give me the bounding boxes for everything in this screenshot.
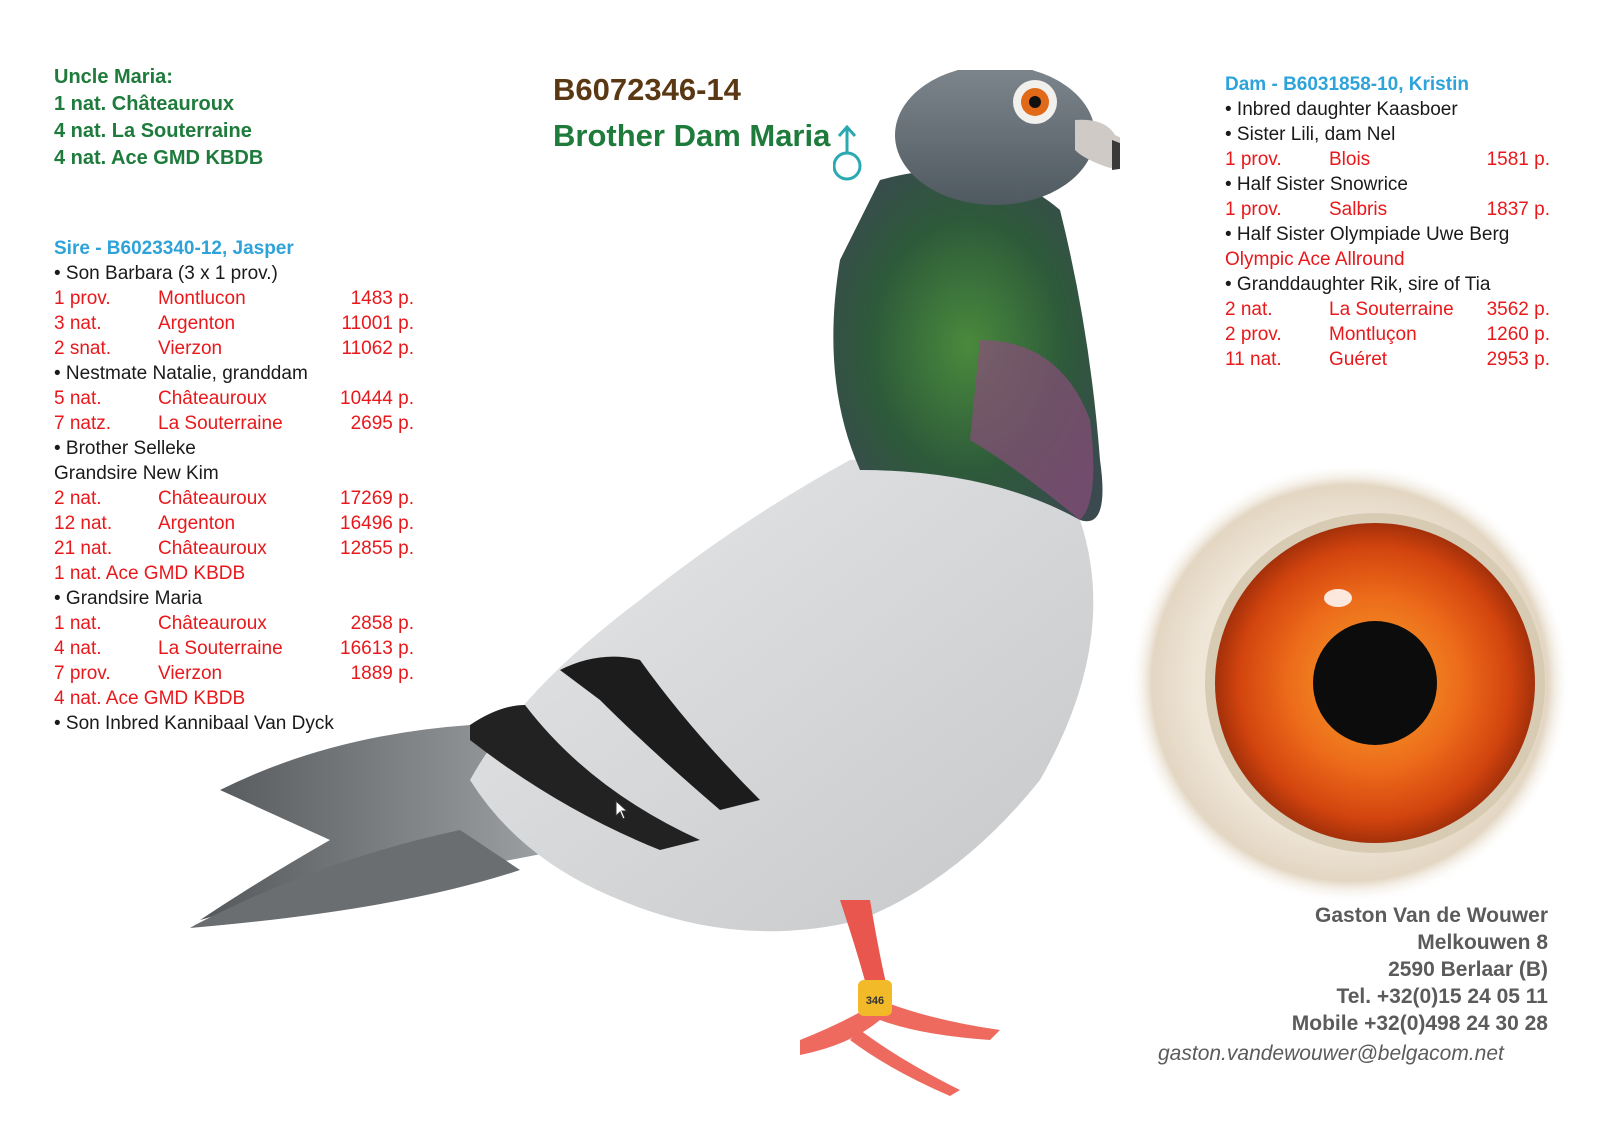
contact-tel: Tel. +32(0)15 24 05 11: [1336, 985, 1548, 1008]
dam-note: • Half Sister Olympiade Uwe Berg: [1225, 224, 1510, 245]
result-row: 5 nat. Châteauroux 10444 p.: [54, 388, 414, 409]
result-row: 2 nat. La Souterraine 3562 p.: [1225, 299, 1550, 320]
sire-block: [54, 236, 414, 736]
result-row: 3 nat. Argenton 11001 p.: [54, 313, 414, 334]
result-row: 1 nat. Châteauroux 2858 p.: [54, 613, 414, 634]
uncle-line: 4 nat. Ace GMD KBDB: [54, 147, 264, 169]
contact-name: Gaston Van de Wouwer: [1315, 904, 1548, 927]
dam-block: [1225, 72, 1550, 372]
male-symbol-icon: [833, 124, 873, 184]
sire-header: Sire - B6023340-12, Jasper: [54, 238, 294, 259]
uncle-title: Uncle Maria:: [54, 66, 173, 88]
contact-street: Melkouwen 8: [1417, 931, 1548, 954]
contact-email[interactable]: gaston.vandewouwer@belgacom.net: [1158, 1042, 1504, 1065]
pigeon-name: Brother Dam Maria: [553, 118, 831, 153]
result-row: 11 nat. Guéret 2953 p.: [1225, 349, 1550, 370]
sire-note: • Grandsire Maria: [54, 588, 203, 609]
dam-note: • Inbred daughter Kaasboer: [1225, 99, 1458, 120]
leg-band-number: 346: [865, 995, 885, 1007]
dam-olympic: Olympic Ace Allround: [1225, 249, 1405, 270]
contact-city: 2590 Berlaar (B): [1388, 958, 1548, 981]
ring-number: B6072346-14: [553, 72, 741, 107]
result-row: 7 prov. Vierzon 1889 p.: [54, 663, 414, 684]
result-row: 1 prov. Blois 1581 p.: [1225, 149, 1550, 170]
result-row: 4 nat. La Souterraine 16613 p.: [54, 638, 414, 659]
result-row: 7 natz. La Souterraine 2695 p.: [54, 413, 414, 434]
dam-note: • Half Sister Snowrice: [1225, 174, 1408, 195]
sire-note: • Son Inbred Kannibaal Van Dyck: [54, 713, 334, 734]
sire-note: • Nestmate Natalie, granddam: [54, 363, 308, 384]
result-row: 1 prov. Salbris 1837 p.: [1225, 199, 1550, 220]
contact-block: [1292, 902, 1548, 1037]
result-row: 2 nat. Châteauroux 17269 p.: [54, 488, 414, 509]
sire-note: • Brother Selleke: [54, 438, 196, 459]
dam-note: • Granddaughter Rik, sire of Tia: [1225, 274, 1491, 295]
mouse-cursor-icon: [615, 800, 629, 820]
eye-closeup-photo: [1130, 468, 1570, 908]
dam-note: • Sister Lili, dam Nel: [1225, 124, 1396, 145]
result-row: 2 snat. Vierzon 11062 p.: [54, 338, 414, 359]
sire-note: • Son Barbara (3 x 1 prov.): [54, 263, 278, 284]
result-row: 1 prov. Montlucon 1483 p.: [54, 288, 414, 309]
result-row: 2 prov. Montluçon 1260 p.: [1225, 324, 1550, 345]
uncle-line: 1 nat. Châteauroux: [54, 93, 235, 115]
uncle-block: [54, 64, 263, 172]
result-row: 12 nat. Argenton 16496 p.: [54, 513, 414, 534]
result-row: 21 nat. Châteauroux 12855 p.: [54, 538, 414, 559]
sire-note: Grandsire New Kim: [54, 463, 219, 484]
sire-ace: 1 nat. Ace GMD KBDB: [54, 563, 246, 584]
uncle-line: 4 nat. La Souterraine: [54, 120, 252, 142]
sire-ace: 4 nat. Ace GMD KBDB: [54, 688, 246, 709]
contact-mobile: Mobile +32(0)498 24 30 28: [1291, 1012, 1548, 1035]
dam-header: Dam - B6031858-10, Kristin: [1225, 74, 1469, 95]
